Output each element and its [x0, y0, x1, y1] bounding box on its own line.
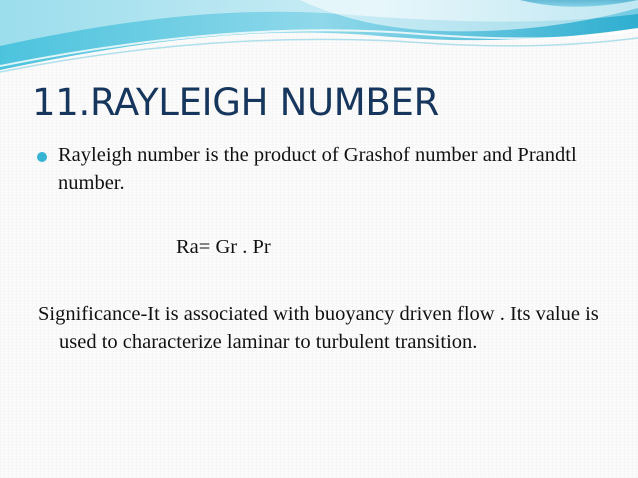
bullet-dot-icon [37, 152, 47, 162]
significance-paragraph: Significance-It is associated with buoyancy driven flow . Its value is used to characterize laminar to turbulent transition. [38, 303, 599, 353]
bullet-text: Rayleigh number is the product of Grashof number and Prandtl number. [58, 144, 577, 194]
rayleigh-formula: Ra= Gr . Pr [176, 236, 271, 258]
slide-title: 11.RAYLEIGH NUMBER [32, 81, 440, 124]
header-wave-decoration [0, 0, 638, 80]
